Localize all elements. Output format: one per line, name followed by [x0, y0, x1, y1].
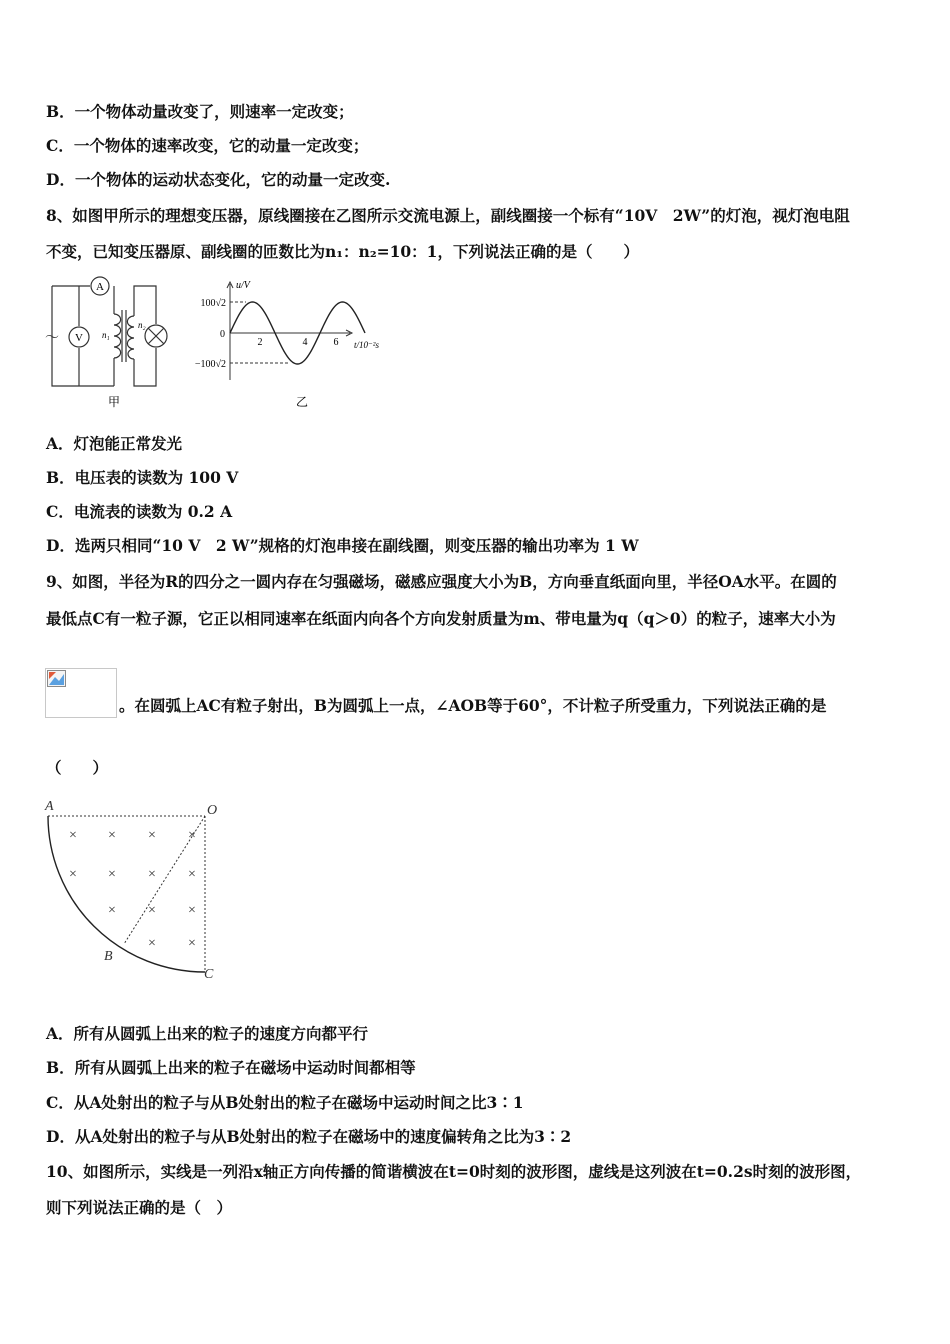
figure-yi-label: 乙	[295, 395, 309, 409]
q9-option-c: C．从A处射出的粒子与从B处射出的粒子在磁场中运动时间之比3∶1	[46, 1093, 524, 1112]
ytick-bottom: −100√2	[194, 359, 226, 370]
n2-label: n₂	[138, 320, 146, 330]
field-cross: ×	[188, 936, 196, 951]
voltage-waveform-chart	[178, 276, 398, 410]
q10-stem-line2: 则下列说法正确的是（ ）	[46, 1198, 233, 1217]
q7-option-d: D．一个物体的运动状态变化，它的动量一定改变.	[46, 170, 391, 189]
u-axis-label: u/V	[236, 280, 250, 291]
q7-option-b: B．一个物体动量改变了，则速率一定改变；	[46, 102, 354, 121]
q9-stem-line4: （ ）	[46, 758, 109, 777]
ammeter-label: A	[96, 281, 104, 293]
field-cross: ×	[148, 867, 156, 882]
field-cross: ×	[188, 903, 196, 918]
q8-stem-line1: 8、如图甲所示的理想变压器，原线圈接在乙图所示交流电源上，副线圈接一个标有“10V 2W”的灯泡，视灯泡电阻	[46, 206, 850, 225]
q8-stem-line2: 不变，已知变压器原、副线圈的匝数比为n₁：n₂=10：1，下列说法正确的是（ ）	[46, 242, 639, 261]
broken-image-icon	[47, 670, 67, 688]
field-cross: ×	[188, 828, 196, 843]
q9-stem-line1: 9、如图，半径为R的四分之一圆内存在匀强磁场，磁感应强度大小为B，方向垂直纸面向里，半径OA水平。在圆的	[46, 572, 837, 591]
field-cross: ×	[148, 903, 156, 918]
q9-stem-line3: 。在圆弧上AC有粒子射出，B为圆弧上一点，∠AOB等于60°，不计粒子所受重力，下列说法正确的是	[119, 696, 827, 715]
q8-option-c: C．电流表的读数为 0.2 A	[46, 502, 233, 521]
field-cross: ×	[69, 867, 77, 882]
point-C-label: C	[204, 967, 214, 982]
q9-stem-line2: 最低点C有一粒子源，它正以相同速率在纸面内向各个方向发射质量为m、带电量为q（q＞0）的粒子，速率大小为	[46, 609, 836, 628]
figure-jia-label: 甲	[107, 395, 121, 409]
point-O-label: O	[207, 803, 218, 818]
q9-option-a: A．所有从圆弧上出来的粒子的速度方向都平行	[46, 1024, 369, 1043]
transformer-circuit-figure	[44, 276, 184, 410]
field-cross: ×	[148, 936, 156, 951]
broken-formula-image	[45, 668, 117, 718]
q8-option-a: A．灯泡能正常发光	[46, 434, 183, 453]
q8-option-b: B．电压表的读数为 100 V	[46, 468, 239, 487]
ac-source-symbol: ～	[45, 331, 59, 346]
t-axis-label: t/10⁻²s	[354, 340, 379, 350]
xtick-4: 4	[302, 337, 308, 348]
ytick-top: 100√2	[200, 298, 226, 309]
xtick-2: 2	[257, 337, 263, 348]
ytick-zero: 0	[220, 329, 225, 340]
field-cross: ×	[69, 828, 77, 843]
q10-stem-line1: 10、如图所示，实线是一列沿x轴正方向传播的简谐横波在t=0时刻的波形图，虚线是这列波在t=0.2s时刻的波形图，	[46, 1162, 862, 1181]
q9-option-b: B．所有从圆弧上出来的粒子在磁场中运动时间都相等	[46, 1058, 416, 1077]
point-A-label: A	[45, 799, 54, 814]
field-cross: ×	[148, 828, 156, 843]
point-B-label: B	[104, 949, 113, 964]
field-cross: ×	[188, 867, 196, 882]
n1-label: n₁	[102, 330, 110, 340]
field-cross: ×	[108, 867, 116, 882]
q9-option-d: D．从A处射出的粒子与从B处射出的粒子在磁场中的速度偏转角之比为3∶2	[46, 1127, 572, 1146]
field-cross: ×	[108, 828, 116, 843]
field-cross: ×	[108, 903, 116, 918]
magnetic-field-quarter-circle-figure	[40, 794, 230, 986]
voltmeter-label: V	[75, 332, 83, 344]
q8-option-d: D．选两只相同“10 V 2 W”规格的灯泡串接在副线圈，则变压器的输出功率为 1 W	[46, 536, 639, 555]
xtick-6: 6	[333, 337, 339, 348]
q7-option-c: C．一个物体的速率改变，它的动量一定改变；	[46, 136, 369, 155]
